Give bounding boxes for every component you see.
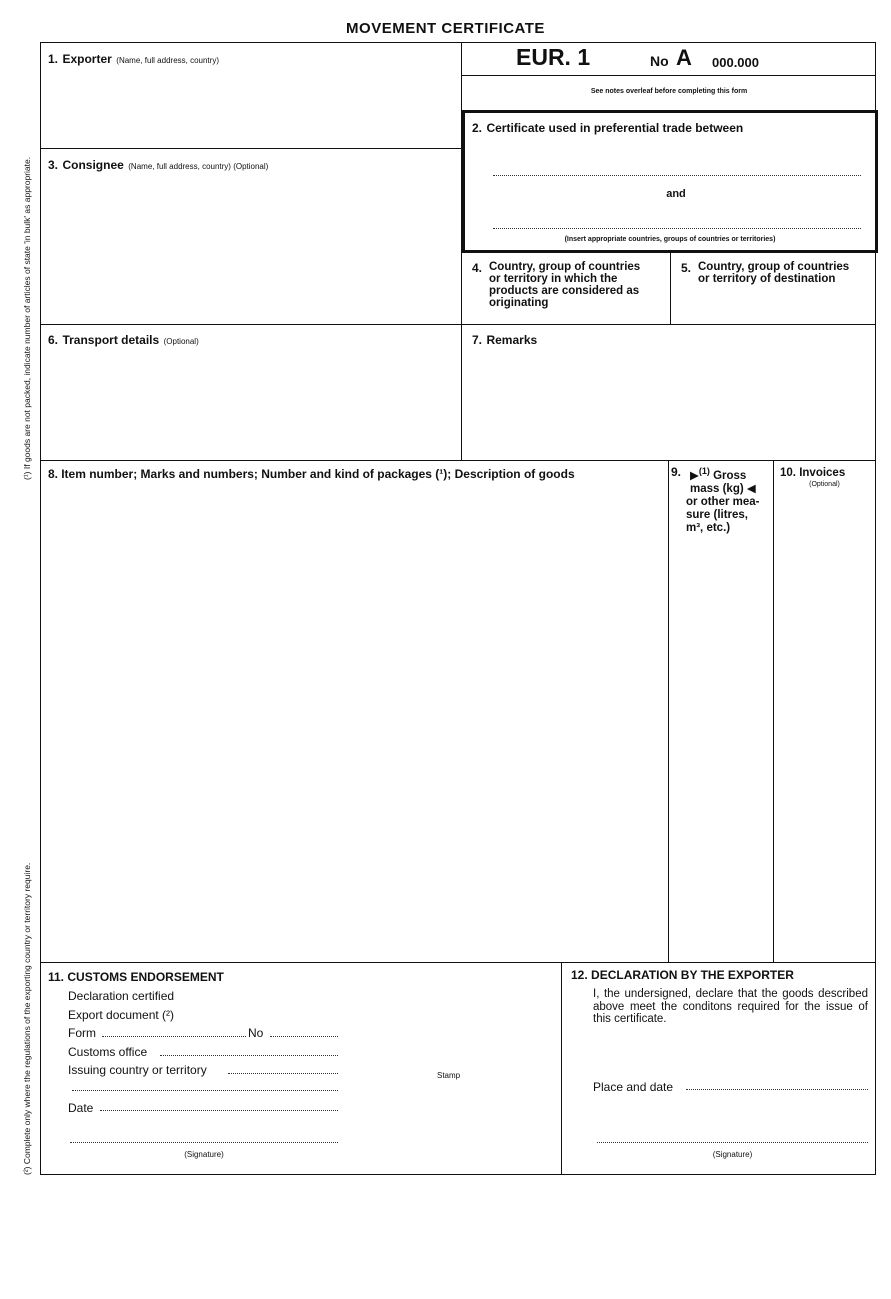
declaration-text: I, the undersigned, declare that the goods described above meet the conditons required for the issue of this certificate. [593, 988, 868, 1025]
box10-heading [780, 467, 845, 479]
box9-line: Gross [713, 469, 747, 482]
box7-label: Remarks [486, 333, 538, 347]
customs-signature-field[interactable] [70, 1142, 338, 1143]
box1-num: 1. [48, 52, 59, 66]
divider [561, 962, 562, 1175]
box6-label: Transport details [62, 333, 160, 347]
transport-field[interactable] [41, 350, 460, 458]
side-note-1: (¹) If goods are not packed, indicate number of articles of state 'in bulk' as appropriate. [22, 156, 32, 480]
box10-sub: (Optional) [809, 481, 840, 488]
box12-num: 12. [571, 968, 588, 982]
arrow-right-icon: ▶ [690, 469, 699, 482]
box9-num: 9. [671, 465, 682, 479]
box2-note: (Insert appropriate countries, groups of countries or territories) [564, 236, 776, 243]
exporter-signature-label: (Signature) [712, 1150, 753, 1159]
remarks-field[interactable] [463, 350, 875, 458]
side-note-2: (²) Complete only where the regulations of the exporting country or territory require. [22, 862, 32, 1175]
form-field[interactable] [102, 1036, 246, 1037]
box9-line: m³, etc.) [686, 521, 731, 534]
consignee-field[interactable] [41, 175, 460, 323]
box9-line: or other mea- [686, 495, 760, 508]
box4-line: originating [489, 297, 549, 309]
date-label: Date [68, 1101, 94, 1115]
box12-heading [571, 968, 794, 982]
form-no-label: No [248, 1026, 264, 1040]
box5-num: 5. [681, 261, 692, 275]
box3-label: Consignee [62, 158, 124, 172]
export-document: Export document (²) [68, 1008, 175, 1022]
issuing-country-field-2[interactable] [72, 1090, 338, 1091]
notes-overleaf: See notes overleaf before completing this form [590, 88, 748, 95]
box11-label: CUSTOMS ENDORSEMENT [67, 970, 224, 984]
box9-line: mass (kg) [690, 482, 744, 495]
box2-country-2-line[interactable] [493, 228, 861, 229]
box6-heading [48, 331, 199, 349]
box4-text [489, 261, 640, 309]
box8-heading [48, 467, 575, 481]
box7-num: 7. [472, 333, 483, 347]
form-label: Form [68, 1026, 96, 1040]
box5-line: or territory of destination [698, 273, 836, 285]
divider [670, 252, 671, 324]
issuing-country-label: Issuing country or territory [68, 1063, 207, 1077]
eur1-label: EUR. 1 [516, 44, 591, 70]
box2-and: and [666, 188, 686, 200]
box9-sup: (1) [698, 466, 710, 476]
stamp-label: Stamp [437, 1071, 461, 1080]
gross-mass-field[interactable] [669, 540, 772, 960]
divider [40, 324, 876, 325]
box9-line: sure (litres, [686, 508, 748, 521]
divider [462, 75, 876, 76]
box3-heading [48, 156, 268, 174]
divider [40, 148, 462, 149]
box1-label: Exporter [62, 52, 112, 66]
customs-office-label: Customs office [68, 1045, 148, 1059]
box2-num: 2. [472, 121, 483, 135]
box3-num: 3. [48, 158, 59, 172]
exporter-signature-field[interactable] [597, 1142, 868, 1143]
customs-office-field[interactable] [160, 1055, 338, 1056]
box12-label: DECLARATION BY THE EXPORTER [591, 968, 794, 982]
box8-num: 8. [48, 467, 59, 481]
box1-heading [48, 50, 219, 68]
place-date-label: Place and date [593, 1080, 674, 1094]
declaration-certified: Declaration certified [68, 989, 175, 1003]
box11-heading [48, 970, 224, 984]
goods-description-field[interactable] [41, 488, 666, 960]
box3-sub: (Name, full address, country) (Optional) [128, 162, 269, 171]
box2-heading [472, 119, 743, 137]
no-label: No [650, 53, 669, 69]
divider [40, 460, 876, 461]
page-title: MOVEMENT CERTIFICATE [346, 20, 545, 37]
box6-sub: (Optional) [163, 337, 199, 346]
box11-num: 11. [48, 970, 65, 984]
arrow-left-icon: ◀ [746, 482, 756, 495]
box10-label: Invoices [799, 467, 846, 479]
exporter-field[interactable] [41, 70, 460, 147]
box5-text [698, 261, 849, 285]
place-date-field[interactable] [686, 1089, 868, 1090]
box2-label: Certificate used in preferential trade between [486, 121, 744, 135]
box4-num: 4. [472, 261, 483, 275]
series-letter: A [676, 45, 692, 70]
box8-label: Item number; Marks and numbers; Number and kind of packages (¹); Description of goods [61, 467, 575, 481]
certificate-number: 000.000 [712, 55, 759, 70]
issuing-country-field[interactable] [228, 1073, 338, 1074]
box10-num: 10. [780, 467, 796, 479]
box4-line: products are considered as [489, 285, 640, 297]
box4-line: or territory in which the [489, 273, 618, 285]
box6-num: 6. [48, 333, 59, 347]
box7-heading [472, 331, 537, 349]
box4-line: Country, group of countries [489, 261, 641, 273]
box1-sub: (Name, full address, country) [116, 56, 219, 65]
customs-signature-label: (Signature) [184, 1150, 224, 1159]
date-field[interactable] [100, 1110, 338, 1111]
box5-line: Country, group of countries [698, 261, 850, 273]
box9-text [686, 465, 760, 535]
invoices-field[interactable] [774, 500, 875, 960]
box2-country-1-line[interactable] [493, 175, 861, 176]
form-number-field[interactable] [270, 1036, 338, 1037]
divider [40, 962, 876, 963]
